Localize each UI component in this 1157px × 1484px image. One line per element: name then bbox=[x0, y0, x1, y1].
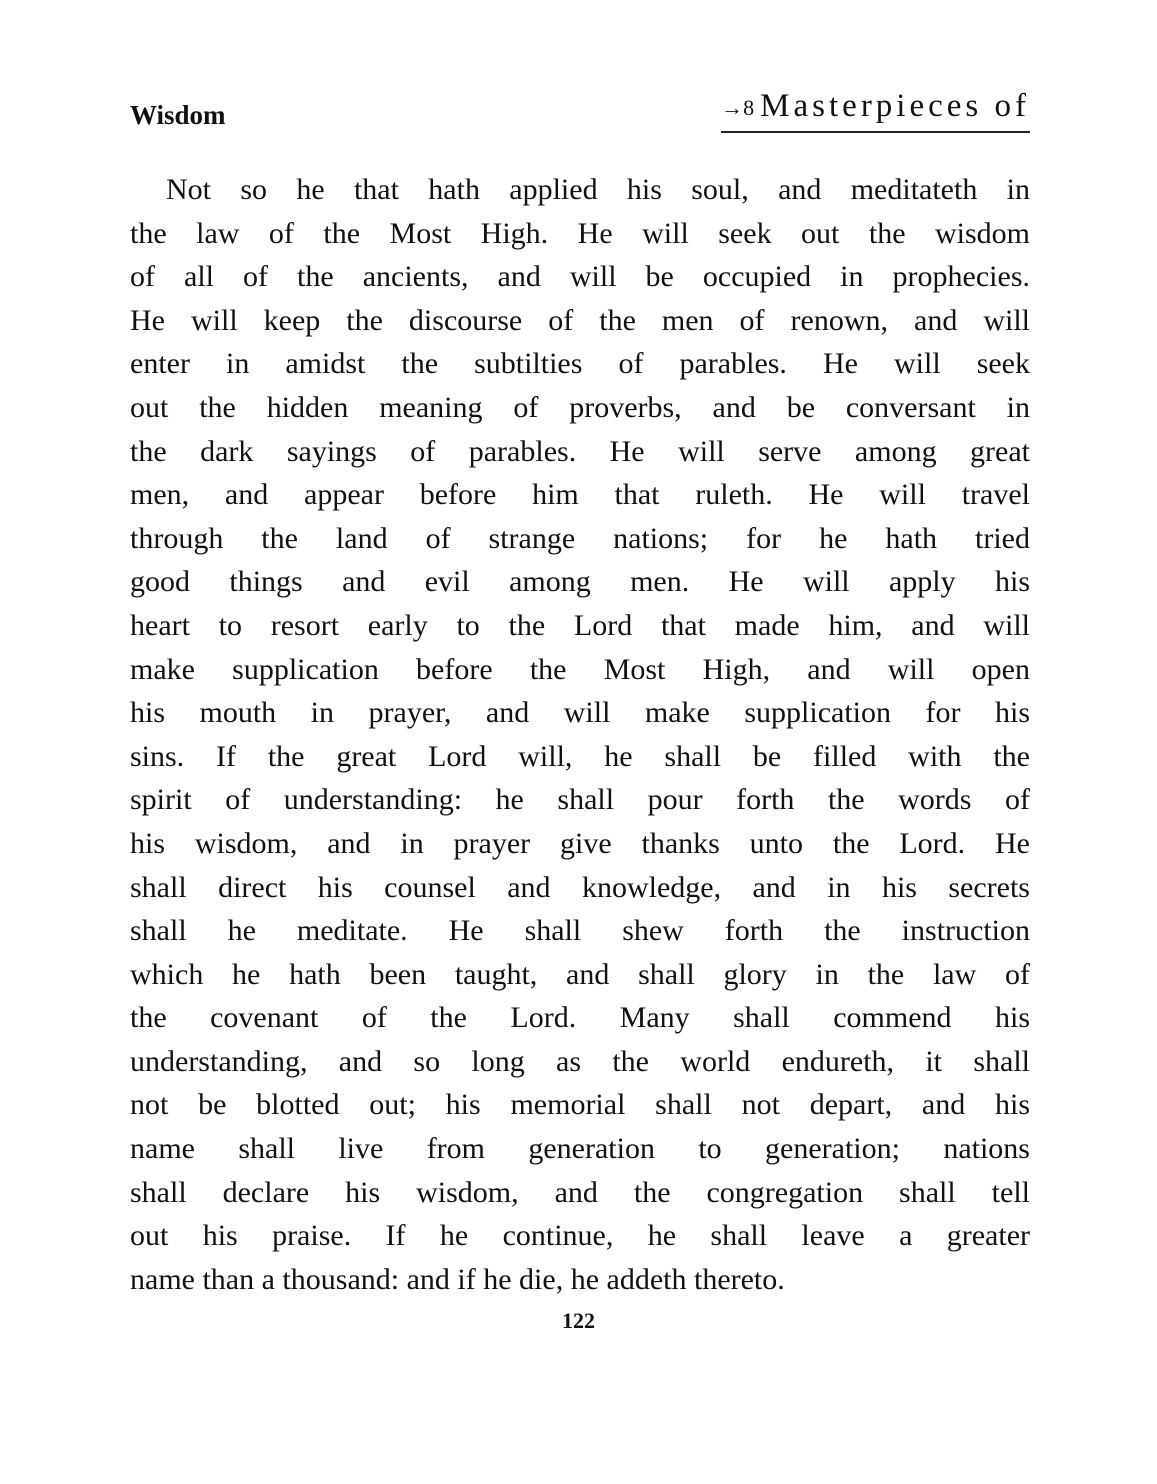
text-line: heart to resort early to the Lord that made him, and will bbox=[130, 608, 1030, 642]
page-number: 122 bbox=[562, 1308, 595, 1333]
text-line: shall declare his wisdom, and the congregation shall tell bbox=[130, 1175, 1030, 1209]
text-line: not be blotted out; his memorial shall not depart, and his bbox=[130, 1088, 1030, 1122]
text-line: his mouth in prayer, and will make supplication for his bbox=[130, 696, 1030, 730]
text-line: out the hidden meaning of proverbs, and be conversant in bbox=[130, 390, 1030, 424]
text-line: make supplication before the Most High, and will open bbox=[130, 652, 1030, 686]
text-line: Not so he that hath applied his soul, and meditateth in bbox=[166, 173, 1030, 206]
body-text bbox=[130, 168, 1030, 1301]
text-line: the law of the Most High. He will seek out the wisdom bbox=[130, 216, 1030, 250]
text-line: shall direct his counsel and knowledge, and in his secrets bbox=[130, 870, 1030, 904]
text-line: name shall live from generation to generation; nations bbox=[130, 1132, 1030, 1166]
text-line: through the land of strange nations; for he hath tried bbox=[130, 521, 1030, 555]
text-line: of all of the ancients, and will be occupied in prophecies. bbox=[130, 260, 1030, 294]
text-line: spirit of understanding: he shall pour forth the words of bbox=[130, 783, 1030, 817]
text-line: name than a thousand: and if he die, he addeth thereto. bbox=[130, 1262, 785, 1296]
text-line: He will keep the discourse of the men of renown, and will bbox=[130, 303, 1030, 337]
text-line: his wisdom, and in prayer give thanks unto the Lord. He bbox=[130, 826, 1030, 860]
text-line: the dark sayings of parables. He will serve among great bbox=[130, 434, 1030, 468]
text-line: enter in amidst the subtilties of parables. He will seek bbox=[130, 347, 1030, 381]
text-line: good things and evil among men. He will apply his bbox=[130, 565, 1030, 599]
running-head-right bbox=[721, 88, 1030, 133]
text-line: men, and appear before him that ruleth. He will travel bbox=[130, 478, 1030, 512]
text-line: sins. If the great Lord will, he shall be filled with the bbox=[130, 739, 1030, 773]
text-line: out his praise. If he continue, he shall leave a greater bbox=[130, 1219, 1030, 1253]
ornament-icon: →8 bbox=[721, 95, 755, 121]
running-head-left: Wisdom bbox=[130, 100, 226, 130]
text-line: the covenant of the Lord. Many shall commend his bbox=[130, 1001, 1030, 1035]
text-line: shall he meditate. He shall shew forth the instruction bbox=[130, 914, 1030, 948]
text-line: which he hath been taught, and shall glory in the law of bbox=[130, 957, 1030, 991]
text-line: understanding, and so long as the world endureth, it shall bbox=[130, 1044, 1030, 1078]
running-head-title: Masterpieces of bbox=[760, 88, 1030, 124]
